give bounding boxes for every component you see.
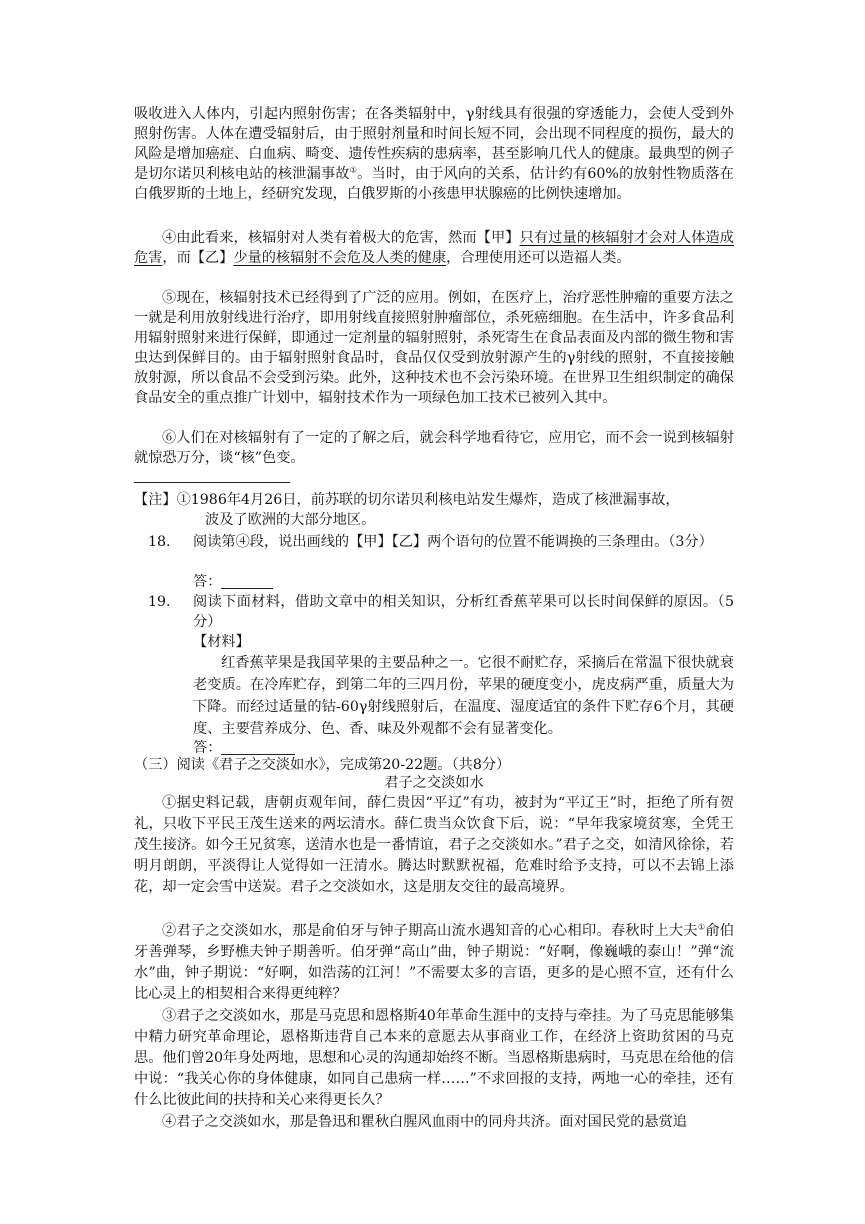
underlined-sentence-jia: 只有过量的核辐射才会对人体造成危害 bbox=[134, 230, 734, 266]
underlined-sentence-yi: 少量的核辐射不会危及人类的健康 bbox=[233, 250, 447, 266]
footnote-divider bbox=[134, 482, 290, 483]
article-paragraph-4: ④君子之交淡如水，那是鲁迅和瞿秋白腥风血雨中的同舟共济。面对国民党的悬赏追 bbox=[162, 1114, 687, 1130]
footnote-line-1: 【注】①1986年4月26日，前苏联的切尔诺贝利核电站发生爆炸，造成了核泄漏事故， bbox=[134, 492, 680, 508]
footnote-line-2: 波及了欧洲的大部分地区。 bbox=[205, 512, 376, 528]
question-19-text: 阅读下面材料，借助文章中的相关知识，分析红香蕉苹果可以长时间保鲜的原因。（5分） bbox=[193, 594, 734, 630]
article-paragraph-2: ②君子之交淡如水，那是俞伯牙与钟子期高山流水遇知音的心心相印。春秋时上大夫①俞伯牙善弹琴，乡野樵夫钟子期善听。伯牙弹“高山”曲，钟子期说：“好啊，像巍峨的泰山！”弹“流水”曲，钟子期说：“好啊，如浩荡的江河！”不需要太多的言语，更多的是心照不宣，还有什么比心灵上的相契相合来得更纯粹？ bbox=[134, 922, 734, 1002]
article-title: 君子之交淡如水 bbox=[384, 775, 484, 791]
question-18-answer: 答： bbox=[193, 572, 734, 592]
footnote-mark: ① bbox=[349, 165, 358, 175]
article-paragraph-3: ③君子之交淡如水，那是马克思和恩格斯40年革命生涯中的支持与牵挂。为了马克思能够集中精力研究革命理论，恩格斯违背自己本来的意愿去从事商业工作，在经济上资助贫困的马克思。他们曾20年身处两地，思想和心灵的沟通却始终不断。当恩格斯患病时，马克思在给他的信中说：“我关心你的身体健康，如同自己患病一样……”不求回报的支持，两地一心的牵挂，还有什么比彼此间的扶持和关心来得更长久？ bbox=[134, 1008, 734, 1108]
paragraph-4: ④由此看来，核辐射对人类有着极大的危害，然而【甲】只有过量的核辐射才会对人体造成危害，而【乙】少量的核辐射不会危及人类的健康，合理使用还可以造福人类。 bbox=[134, 230, 734, 266]
paragraph-6: ⑥人们在对核辐射有了一定的了解之后，就会科学地看待它，应用它，而不会一说到核辐射就惊恐万分，谈“核”色变。 bbox=[134, 430, 734, 466]
footnote-mark: ① bbox=[697, 922, 706, 932]
article-paragraph-1: ①据史料记载，唐朝贞观年间，薛仁贵因“平辽”有功，被封为“平辽王”时，拒绝了所有贺礼，只收下平民王茂生送来的两坛清水。薛仁贵当众饮食下后，说：“早年我家境贫寒，全凭王茂生接济。如今王兄贫寒，送清水也是一番情谊，君子之交淡如水。”君子之交，如清风徐徐，若明月朗朗，平淡得让人觉得如一汪清水。腾达时默默祝福，危难时给予支持，可以不去锦上添花，却一定会雪中送炭。君子之交淡如水，这是朋友交往的最高境界。 bbox=[134, 795, 734, 895]
question-18-number: 18. bbox=[148, 534, 171, 550]
question-19-number: 19. bbox=[148, 594, 171, 610]
paragraph-5: ⑤现在，核辐射技术已经得到了广泛的应用。例如，在医疗上，治疗恶性肿瘤的重要方法之一就是利用放射线进行治疗，即用射线直接照射肿瘤部位，杀死癌细胞。在生活中，许多食品利用辐射照射来进行保鲜，即通过一定剂量的辐射照射，杀死寄生在食品表面及内部的微生物和害虫达到保鲜目的。由于辐射照射食品时，食品仅仅受到放射源产生的γ射线的照射，不直接接触放射源，所以食品不会受到污染。此外，这种技术也不会污染环境。在世界卫生组织制定的确保食品安全的重点推广计划中，辐射技术作为一项绿色加工技术已被列入其中。 bbox=[134, 290, 734, 406]
answer-blank-18[interactable] bbox=[221, 574, 273, 589]
question-18-text: 阅读第④段，说出画线的【甲】【乙】两个语句的位置不能调换的三条理由。（3分） bbox=[193, 534, 713, 550]
question-19-answer: 答： bbox=[193, 738, 734, 758]
paragraph-radiation-harm: 吸收进入人体内，引起内照射伤害；在各类辐射中，γ射线具有很强的穿透能力，会使人受到外照射伤害。人体在遭受辐射后，由于照射剂量和时间长短不同，会出现不同程度的损伤，最大的风险是增加癌症、白血病、畸变、遗传性疾病的患病率，甚至影响几代人的健康。最典型的例子是切尔诺贝利核电站的核泄漏事故①。当时，由于风向的关系，估计约有60%的放射性物质落在白俄罗斯的土地上，经研究发现，白俄罗斯的小孩患甲状腺癌的比例快速增加。 bbox=[134, 106, 734, 202]
material-label: 【材料】 bbox=[193, 634, 250, 650]
material-text: 红香蕉苹果是我国苹果的主要品种之一。它很不耐贮存，采摘后在常温下很快就衰老变质。在冷库贮存，到第二年的三四月份，苹果的硬度变小，虎皮病严重，质量大为下降。而经过适量的钴-60γ射线照射后，在温度、湿度适宜的条件下贮存6个月，其硬度、主要营养成分、色、香、味及外观都不会有显著变化。 bbox=[193, 655, 734, 737]
answer-blank-19[interactable] bbox=[221, 740, 295, 755]
section-3-header: （三）阅读《君子之交淡如水》，完成第20-22题。（共8分） bbox=[134, 757, 511, 773]
